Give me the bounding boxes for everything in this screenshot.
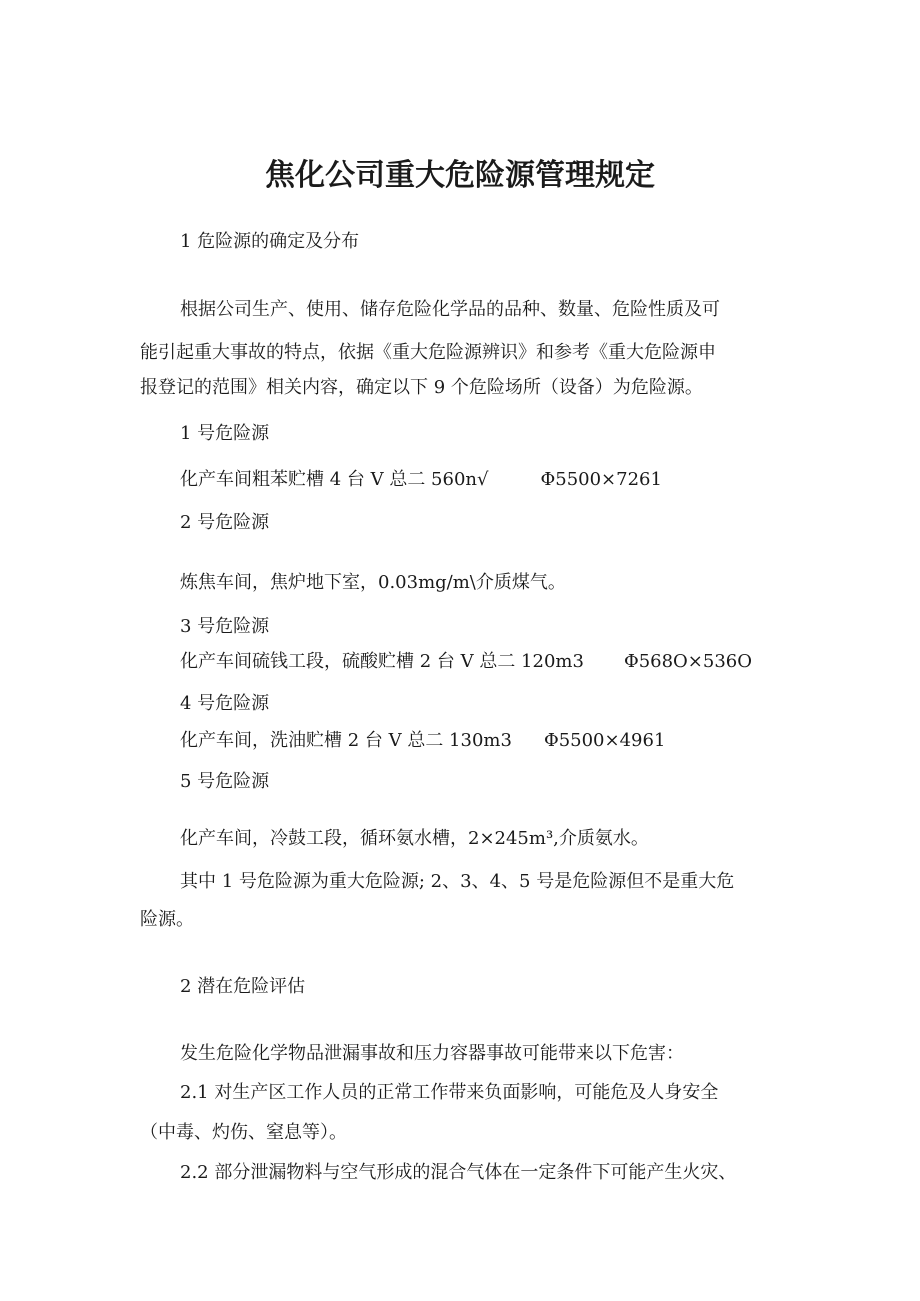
hazard-source-4-desc bbox=[180, 730, 665, 752]
hazard-source-3-label: 3 号危险源 bbox=[180, 616, 270, 637]
hazard-source-5-label: 5 号危险源 bbox=[180, 771, 270, 792]
paragraph-line: 根据公司生产、使用、储存危险化学品的品种、数量、危险性质及可 bbox=[180, 299, 720, 320]
hazard-source-2-label: 2 号危险源 bbox=[180, 512, 270, 533]
hazard-source-4-text: 化产车间，洗油贮槽 2 台 V 总二 130m3 bbox=[180, 730, 512, 751]
summary-line: 险源。 bbox=[140, 909, 194, 930]
summary-line: 其中 1 号危险源为重大危险源; 2、3、4、5 号是危险源但不是重大危 bbox=[180, 871, 735, 892]
item-2-2-line: 2.2 部分泄漏物料与空气形成的混合气体在一定条件下可能产生火灾、 bbox=[180, 1162, 737, 1183]
page-title: 焦化公司重大危险源管理规定 bbox=[265, 158, 655, 193]
hazard-source-1-text: 化产车间粗苯贮槽 4 台 V 总二 560n√ bbox=[180, 469, 489, 490]
section-2-intro: 发生危险化学物品泄漏事故和压力容器事故可能带来以下危害： bbox=[180, 1043, 684, 1064]
hazard-source-1-dimensions: Φ5500×7261 bbox=[540, 469, 662, 490]
hazard-source-1-desc bbox=[180, 469, 662, 491]
item-2-1-line: 2.1 对生产区工作人员的正常工作带来负面影响，可能危及人身安全 bbox=[180, 1082, 719, 1103]
hazard-source-3-desc bbox=[180, 651, 752, 673]
hazard-source-5-desc: 化产车间，冷鼓工段，循环氨水槽，2×245m³,介质氨水。 bbox=[180, 828, 649, 849]
section-2-heading: 2 潜在危险评估 bbox=[180, 976, 306, 997]
paragraph-line: 能引起重大事故的特点，依据《重大危险源辨识》和参考《重大危险源申 bbox=[140, 342, 716, 363]
paragraph-line: 报登记的范围》相关内容，确定以下 9 个危险场所（设备）为危险源。 bbox=[140, 377, 703, 398]
item-2-1-line: （中毒、灼伤、窒息等）。 bbox=[140, 1122, 347, 1143]
hazard-source-3-text: 化产车间硫钱工段，硫酸贮槽 2 台 V 总二 120m3 bbox=[180, 651, 584, 672]
hazard-source-4-dimensions: Φ5500×4961 bbox=[543, 730, 666, 751]
hazard-source-4-label: 4 号危险源 bbox=[180, 693, 270, 714]
section-1-heading: 1 危险源的确定及分布 bbox=[180, 231, 360, 252]
hazard-source-3-dimensions: Φ568O×536O bbox=[623, 651, 753, 672]
hazard-source-2-desc: 炼焦车间，焦炉地下室，0.03mg∕m\介质煤气。 bbox=[180, 572, 566, 593]
hazard-source-1-label: 1 号危险源 bbox=[180, 423, 270, 444]
